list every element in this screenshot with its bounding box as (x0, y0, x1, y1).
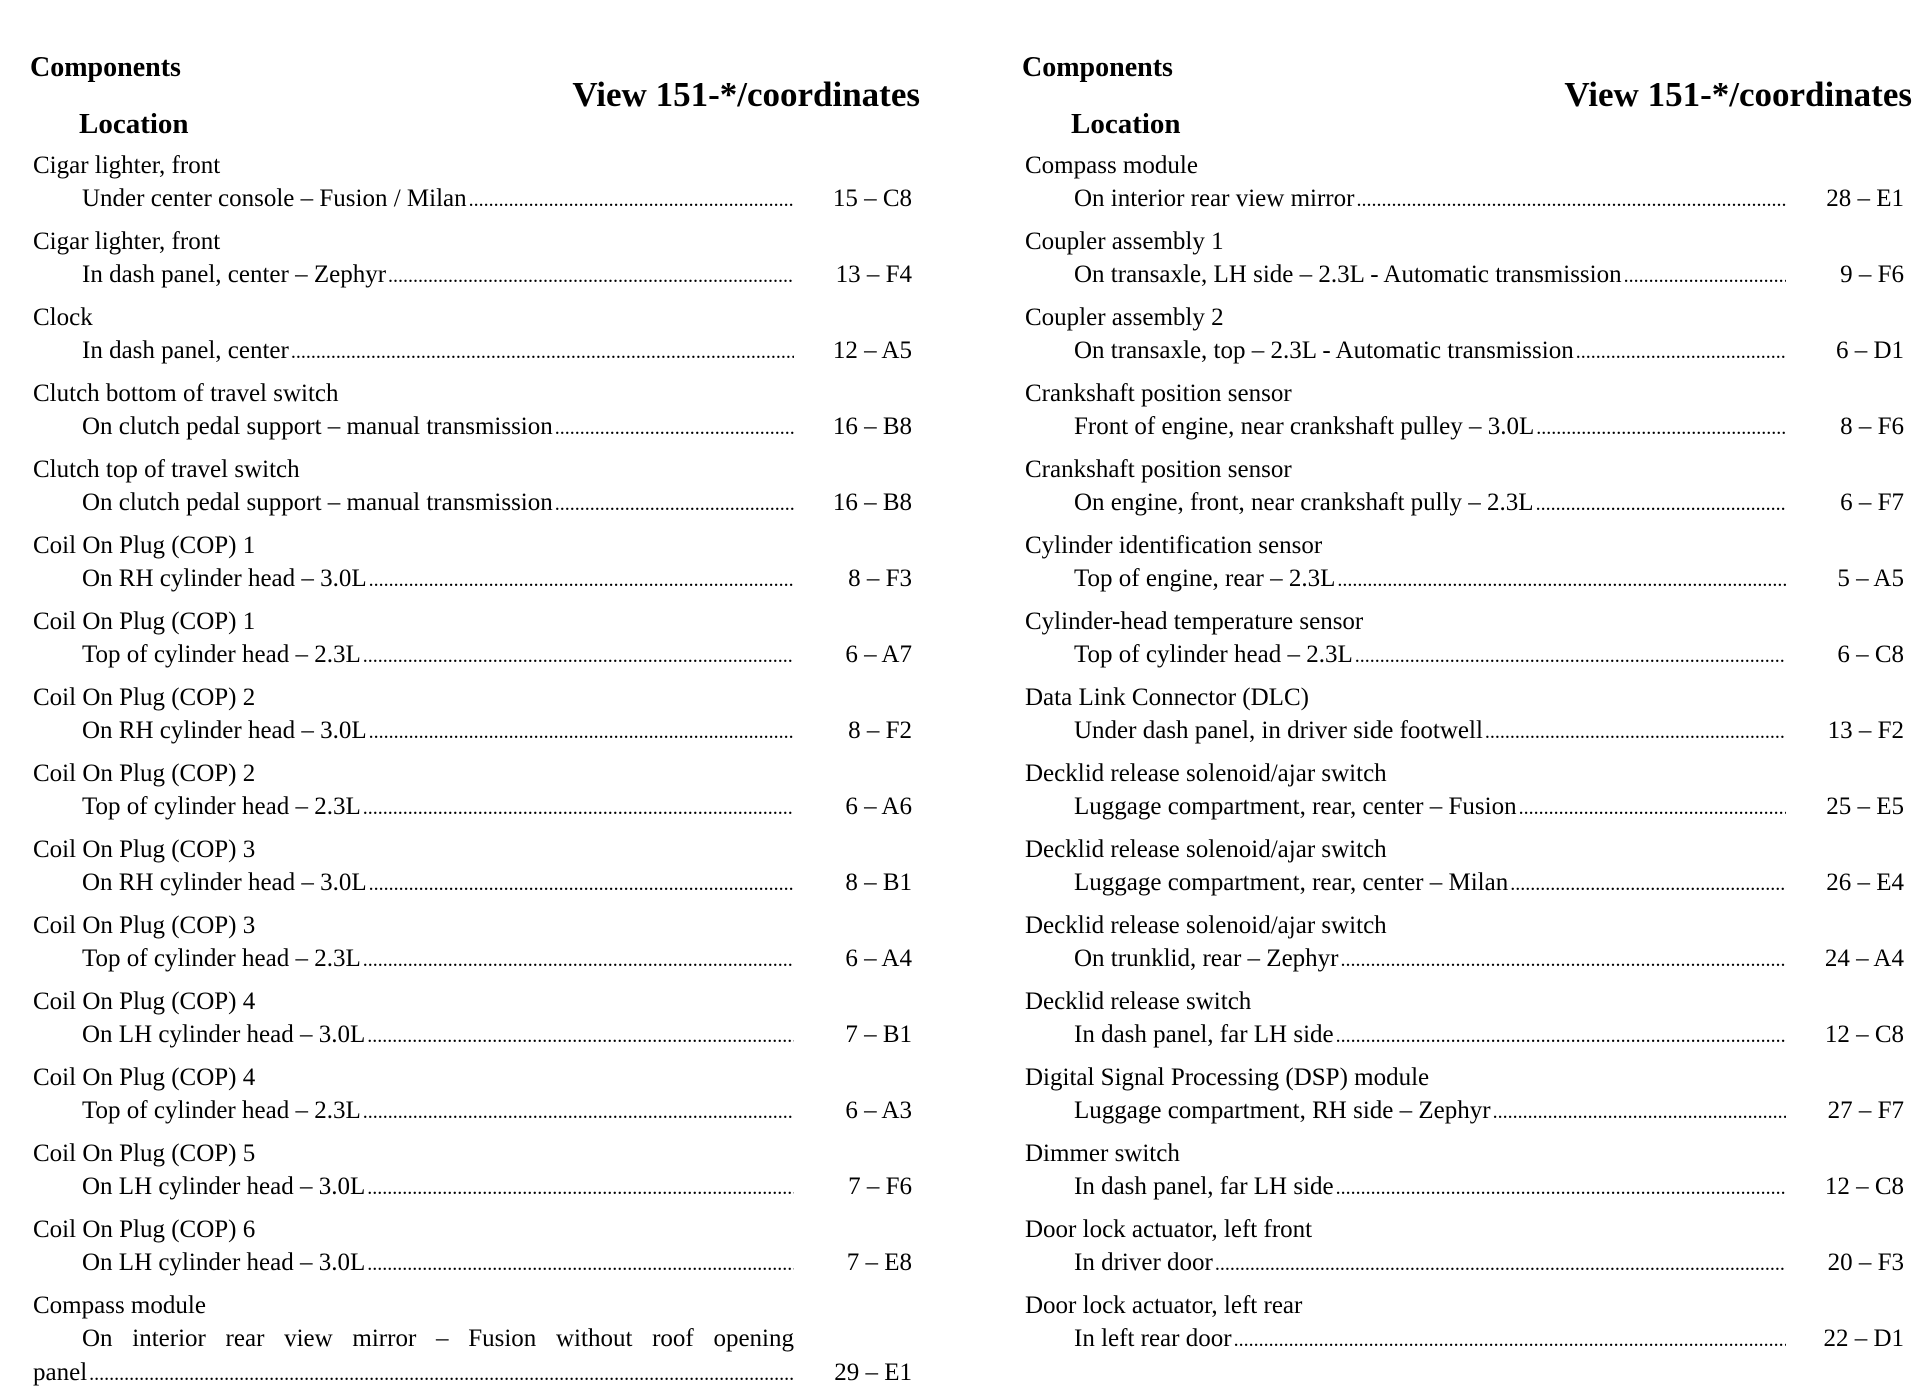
component-name: Decklid release solenoid/ajar switch (1025, 836, 1387, 863)
component-name: Door lock actuator, left front (1025, 1216, 1313, 1243)
component-location-line (1074, 182, 1786, 217)
component-name: Data Link Connector (DLC) (1025, 684, 1309, 711)
leader-dots (369, 867, 794, 901)
component-location-line (1074, 486, 1786, 521)
component-name: Decklid release solenoid/ajar switch (1025, 760, 1387, 787)
view-coordinates-heading: View 151-*/coordinates (1564, 75, 1912, 114)
leader-dots (89, 1357, 794, 1391)
component-location: On engine, front, near crankshaft pully – 2.3L (1074, 489, 1534, 516)
leader-dots (363, 791, 794, 825)
view-coordinate: 8 – F6 (1840, 413, 1904, 440)
component-location-line (82, 1018, 794, 1053)
view-coordinate: 6 – A4 (845, 945, 912, 972)
leader-dots (1234, 1323, 1786, 1357)
view-coordinate: 16 – B8 (832, 413, 912, 440)
view-coordinate: 26 – E4 (1826, 869, 1904, 896)
component-location-line (82, 638, 794, 673)
components-heading: Components (30, 52, 181, 83)
leader-dots (367, 1247, 794, 1281)
component-location-line (82, 486, 794, 521)
leader-dots (367, 1019, 794, 1053)
leader-dots (363, 1095, 794, 1129)
view-coordinate: 5 – A5 (1837, 565, 1904, 592)
leader-dots (555, 411, 794, 445)
component-name: Crankshaft position sensor (1025, 380, 1292, 407)
view-coordinate: 24 – A4 (1824, 945, 1904, 972)
leader-dots (388, 259, 794, 293)
component-location: Top of cylinder head – 2.3L (82, 1097, 361, 1124)
component-name: Cigar lighter, front (33, 152, 221, 179)
component-name: Decklid release switch (1025, 988, 1252, 1015)
component-entry (1022, 1213, 1912, 1289)
leader-dots (1336, 1019, 1786, 1053)
component-location-line (1074, 334, 1786, 369)
view-coordinate: 6 – C8 (1837, 641, 1904, 668)
component-location-line (1074, 638, 1786, 673)
component-location-line (1074, 790, 1786, 825)
component-entry (30, 1061, 920, 1137)
component-location: Luggage compartment, rear, center – Fusion (1074, 793, 1517, 820)
component-name: Compass module (33, 1292, 206, 1319)
component-entry (1022, 909, 1912, 985)
leader-dots (1341, 943, 1786, 977)
component-entry (1022, 301, 1912, 377)
leader-dots (291, 335, 794, 369)
component-name: Decklid release solenoid/ajar switch (1025, 912, 1387, 939)
component-entry (30, 453, 920, 529)
leader-dots (469, 183, 794, 217)
component-location-line (82, 182, 794, 217)
component-entry (1022, 605, 1912, 681)
component-entry (30, 757, 920, 833)
leader-dots (1576, 335, 1786, 369)
component-location-line (82, 942, 794, 977)
components-heading: Components (1022, 52, 1173, 83)
view-coordinate: 25 – E5 (1826, 793, 1904, 820)
leader-dots (555, 487, 794, 521)
component-entry (1022, 1137, 1912, 1213)
component-entry (30, 605, 920, 681)
leader-dots (1337, 563, 1786, 597)
leader-dots (369, 563, 794, 597)
component-location: On transaxle, LH side – 2.3L - Automatic transmission (1074, 261, 1622, 288)
component-name: Clock (33, 304, 93, 331)
component-location: On RH cylinder head – 3.0L (82, 869, 367, 896)
view-coordinate: 8 – B1 (845, 869, 912, 896)
component-name: Compass module (1025, 152, 1198, 179)
component-name: Coil On Plug (COP) 1 (33, 532, 256, 559)
location-heading: Location (1071, 108, 1181, 140)
leader-dots (1485, 715, 1786, 749)
component-location-line (82, 714, 794, 749)
component-location: In dash panel, center – Zephyr (82, 261, 387, 288)
component-location: Top of cylinder head – 2.3L (82, 641, 361, 668)
leader-dots (1356, 183, 1786, 217)
component-name: Dimmer switch (1025, 1140, 1180, 1167)
leader-dots (1510, 867, 1786, 901)
leader-dots (1624, 259, 1786, 293)
component-entry (1022, 681, 1912, 757)
right-entry-list (1022, 149, 1912, 1365)
component-location: In dash panel, far LH side (1074, 1021, 1334, 1048)
component-entry (1022, 1289, 1912, 1365)
component-location: Front of engine, near crankshaft pulley – 3.0L (1074, 413, 1535, 440)
component-name: Clutch bottom of travel switch (33, 380, 339, 407)
component-name: Crankshaft position sensor (1025, 456, 1292, 483)
view-coordinate: 29 – E1 (834, 1359, 912, 1386)
view-coordinate: 6 – F7 (1840, 489, 1904, 516)
component-entry (30, 1213, 920, 1289)
component-location: On LH cylinder head – 3.0L (82, 1249, 366, 1276)
view-coordinate: 12 – C8 (1824, 1173, 1904, 1200)
location-heading: Location (79, 108, 189, 140)
view-coordinate: 8 – F2 (848, 717, 912, 744)
component-entry (1022, 377, 1912, 453)
component-location-line (82, 334, 794, 369)
component-location: On interior rear view mirror (1074, 185, 1355, 212)
component-location: On transaxle, top – 2.3L - Automatic transmission (1074, 337, 1574, 364)
component-name: Coil On Plug (COP) 4 (33, 1064, 256, 1091)
component-location-line (1074, 1018, 1786, 1053)
view-coordinate: 13 – F2 (1827, 717, 1904, 744)
component-entry (30, 225, 920, 301)
view-coordinate: 15 – C8 (832, 185, 912, 212)
component-location: On LH cylinder head – 3.0L (82, 1021, 366, 1048)
leader-dots (369, 715, 794, 749)
component-location: On RH cylinder head – 3.0L (82, 717, 367, 744)
component-entry (30, 681, 920, 757)
component-entry (30, 301, 920, 377)
view-coordinate: 20 – F3 (1827, 1249, 1904, 1276)
component-location: In left rear door (1074, 1325, 1232, 1352)
component-location-line (1074, 1094, 1786, 1129)
leader-dots (1536, 487, 1786, 521)
view-coordinates-heading: View 151-*/coordinates (572, 75, 920, 114)
component-location: Under center console – Fusion / Milan (82, 185, 467, 212)
component-location-line (1074, 258, 1786, 293)
component-name: Coil On Plug (COP) 2 (33, 684, 256, 711)
component-entry (1022, 529, 1912, 605)
component-entry (30, 985, 920, 1061)
component-name: Coupler assembly 1 (1025, 228, 1224, 255)
view-coordinate: 27 – F7 (1827, 1097, 1904, 1124)
component-name: Cigar lighter, front (33, 228, 221, 255)
component-entry (1022, 1061, 1912, 1137)
leader-dots (1536, 411, 1786, 445)
component-location: Top of engine, rear – 2.3L (1074, 565, 1336, 592)
view-coordinate: 7 – F6 (848, 1173, 912, 1200)
component-name: Coil On Plug (COP) 5 (33, 1140, 256, 1167)
component-location: On RH cylinder head – 3.0L (82, 565, 367, 592)
leader-dots (1493, 1095, 1786, 1129)
component-entry (1022, 149, 1912, 225)
component-location: On trunklid, rear – Zephyr (1074, 945, 1339, 972)
component-entry (30, 529, 920, 605)
component-entry (1022, 453, 1912, 529)
leader-dots (367, 1171, 794, 1205)
view-coordinate: 7 – E8 (846, 1249, 912, 1276)
leader-dots (363, 943, 794, 977)
component-location-line (82, 1246, 794, 1281)
component-entry (30, 1137, 920, 1213)
component-location: In dash panel, far LH side (1074, 1173, 1334, 1200)
component-name: Coil On Plug (COP) 3 (33, 836, 256, 863)
component-location: On LH cylinder head – 3.0L (82, 1173, 366, 1200)
component-location-line (82, 1170, 794, 1205)
component-entry (1022, 225, 1912, 301)
component-location: Luggage compartment, rear, center – Milan (1074, 869, 1509, 896)
component-entry (1022, 833, 1912, 909)
component-name: Coupler assembly 2 (1025, 304, 1224, 331)
component-name: Door lock actuator, left rear (1025, 1292, 1303, 1319)
component-location: On clutch pedal support – manual transmission (82, 489, 553, 516)
component-name: Coil On Plug (COP) 4 (33, 988, 256, 1015)
view-coordinate: 12 – A5 (832, 337, 912, 364)
view-coordinate: 13 – F4 (835, 261, 912, 288)
leader-dots (1336, 1171, 1786, 1205)
component-location-line (82, 258, 794, 293)
view-coordinate: 9 – F6 (1840, 261, 1904, 288)
component-location-line (1074, 866, 1786, 901)
component-location-line (82, 790, 794, 825)
component-name: Digital Signal Processing (DSP) module (1025, 1064, 1430, 1091)
left-entry-list (30, 149, 920, 1386)
leader-dots (1215, 1247, 1786, 1281)
component-entry (30, 833, 920, 909)
component-location: Top of cylinder head – 2.3L (82, 945, 361, 972)
component-entry (1022, 757, 1912, 833)
component-location-line (1074, 1170, 1786, 1205)
component-location-line (82, 410, 794, 445)
component-entry (30, 149, 920, 225)
leader-dots (1355, 639, 1786, 673)
component-location: Top of cylinder head – 2.3L (82, 793, 361, 820)
component-location-line (82, 1094, 794, 1129)
component-location: Luggage compartment, RH side – Zephyr (1074, 1097, 1491, 1124)
view-coordinate: 8 – F3 (848, 565, 912, 592)
component-location-line (33, 1356, 794, 1391)
leader-dots (363, 639, 794, 673)
component-location: In driver door (1074, 1249, 1213, 1276)
component-name: Clutch top of travel switch (33, 456, 300, 483)
component-entry (30, 909, 920, 985)
component-name: Coil On Plug (COP) 3 (33, 912, 256, 939)
component-location: On interior rear view mirror – Fusion without roof opening (82, 1325, 794, 1352)
component-location: Under dash panel, in driver side footwell (1074, 717, 1483, 744)
view-coordinate: 12 – C8 (1824, 1021, 1904, 1048)
component-entry (30, 1289, 920, 1386)
component-location-line (1074, 410, 1786, 445)
component-name: Cylinder identification sensor (1025, 532, 1323, 559)
component-location-line (1074, 942, 1786, 977)
component-name: Coil On Plug (COP) 2 (33, 760, 256, 787)
component-location-line (82, 866, 794, 901)
component-location: In dash panel, center (82, 337, 289, 364)
view-coordinate: 6 – A7 (845, 641, 912, 668)
component-location-continued: panel (33, 1359, 88, 1386)
component-location-line (1074, 1322, 1786, 1357)
component-location-line (1074, 714, 1786, 749)
view-coordinate: 6 – A6 (845, 793, 912, 820)
component-location-line (82, 562, 794, 597)
component-name: Coil On Plug (COP) 1 (33, 608, 256, 635)
leader-dots (1519, 791, 1786, 825)
component-location-line (1074, 1246, 1786, 1281)
component-location-line (1074, 562, 1786, 597)
component-name: Coil On Plug (COP) 6 (33, 1216, 256, 1243)
view-coordinate: 16 – B8 (832, 489, 912, 516)
component-entry (1022, 985, 1912, 1061)
view-coordinate: 7 – B1 (845, 1021, 912, 1048)
component-name: Cylinder-head temperature sensor (1025, 608, 1364, 635)
view-coordinate: 28 – E1 (1826, 185, 1904, 212)
component-entry (30, 377, 920, 453)
component-location: Top of cylinder head – 2.3L (1074, 641, 1353, 668)
view-coordinate: 22 – D1 (1823, 1325, 1904, 1352)
view-coordinate: 6 – D1 (1835, 337, 1904, 364)
view-coordinate: 6 – A3 (845, 1097, 912, 1124)
component-location: On clutch pedal support – manual transmission (82, 413, 553, 440)
